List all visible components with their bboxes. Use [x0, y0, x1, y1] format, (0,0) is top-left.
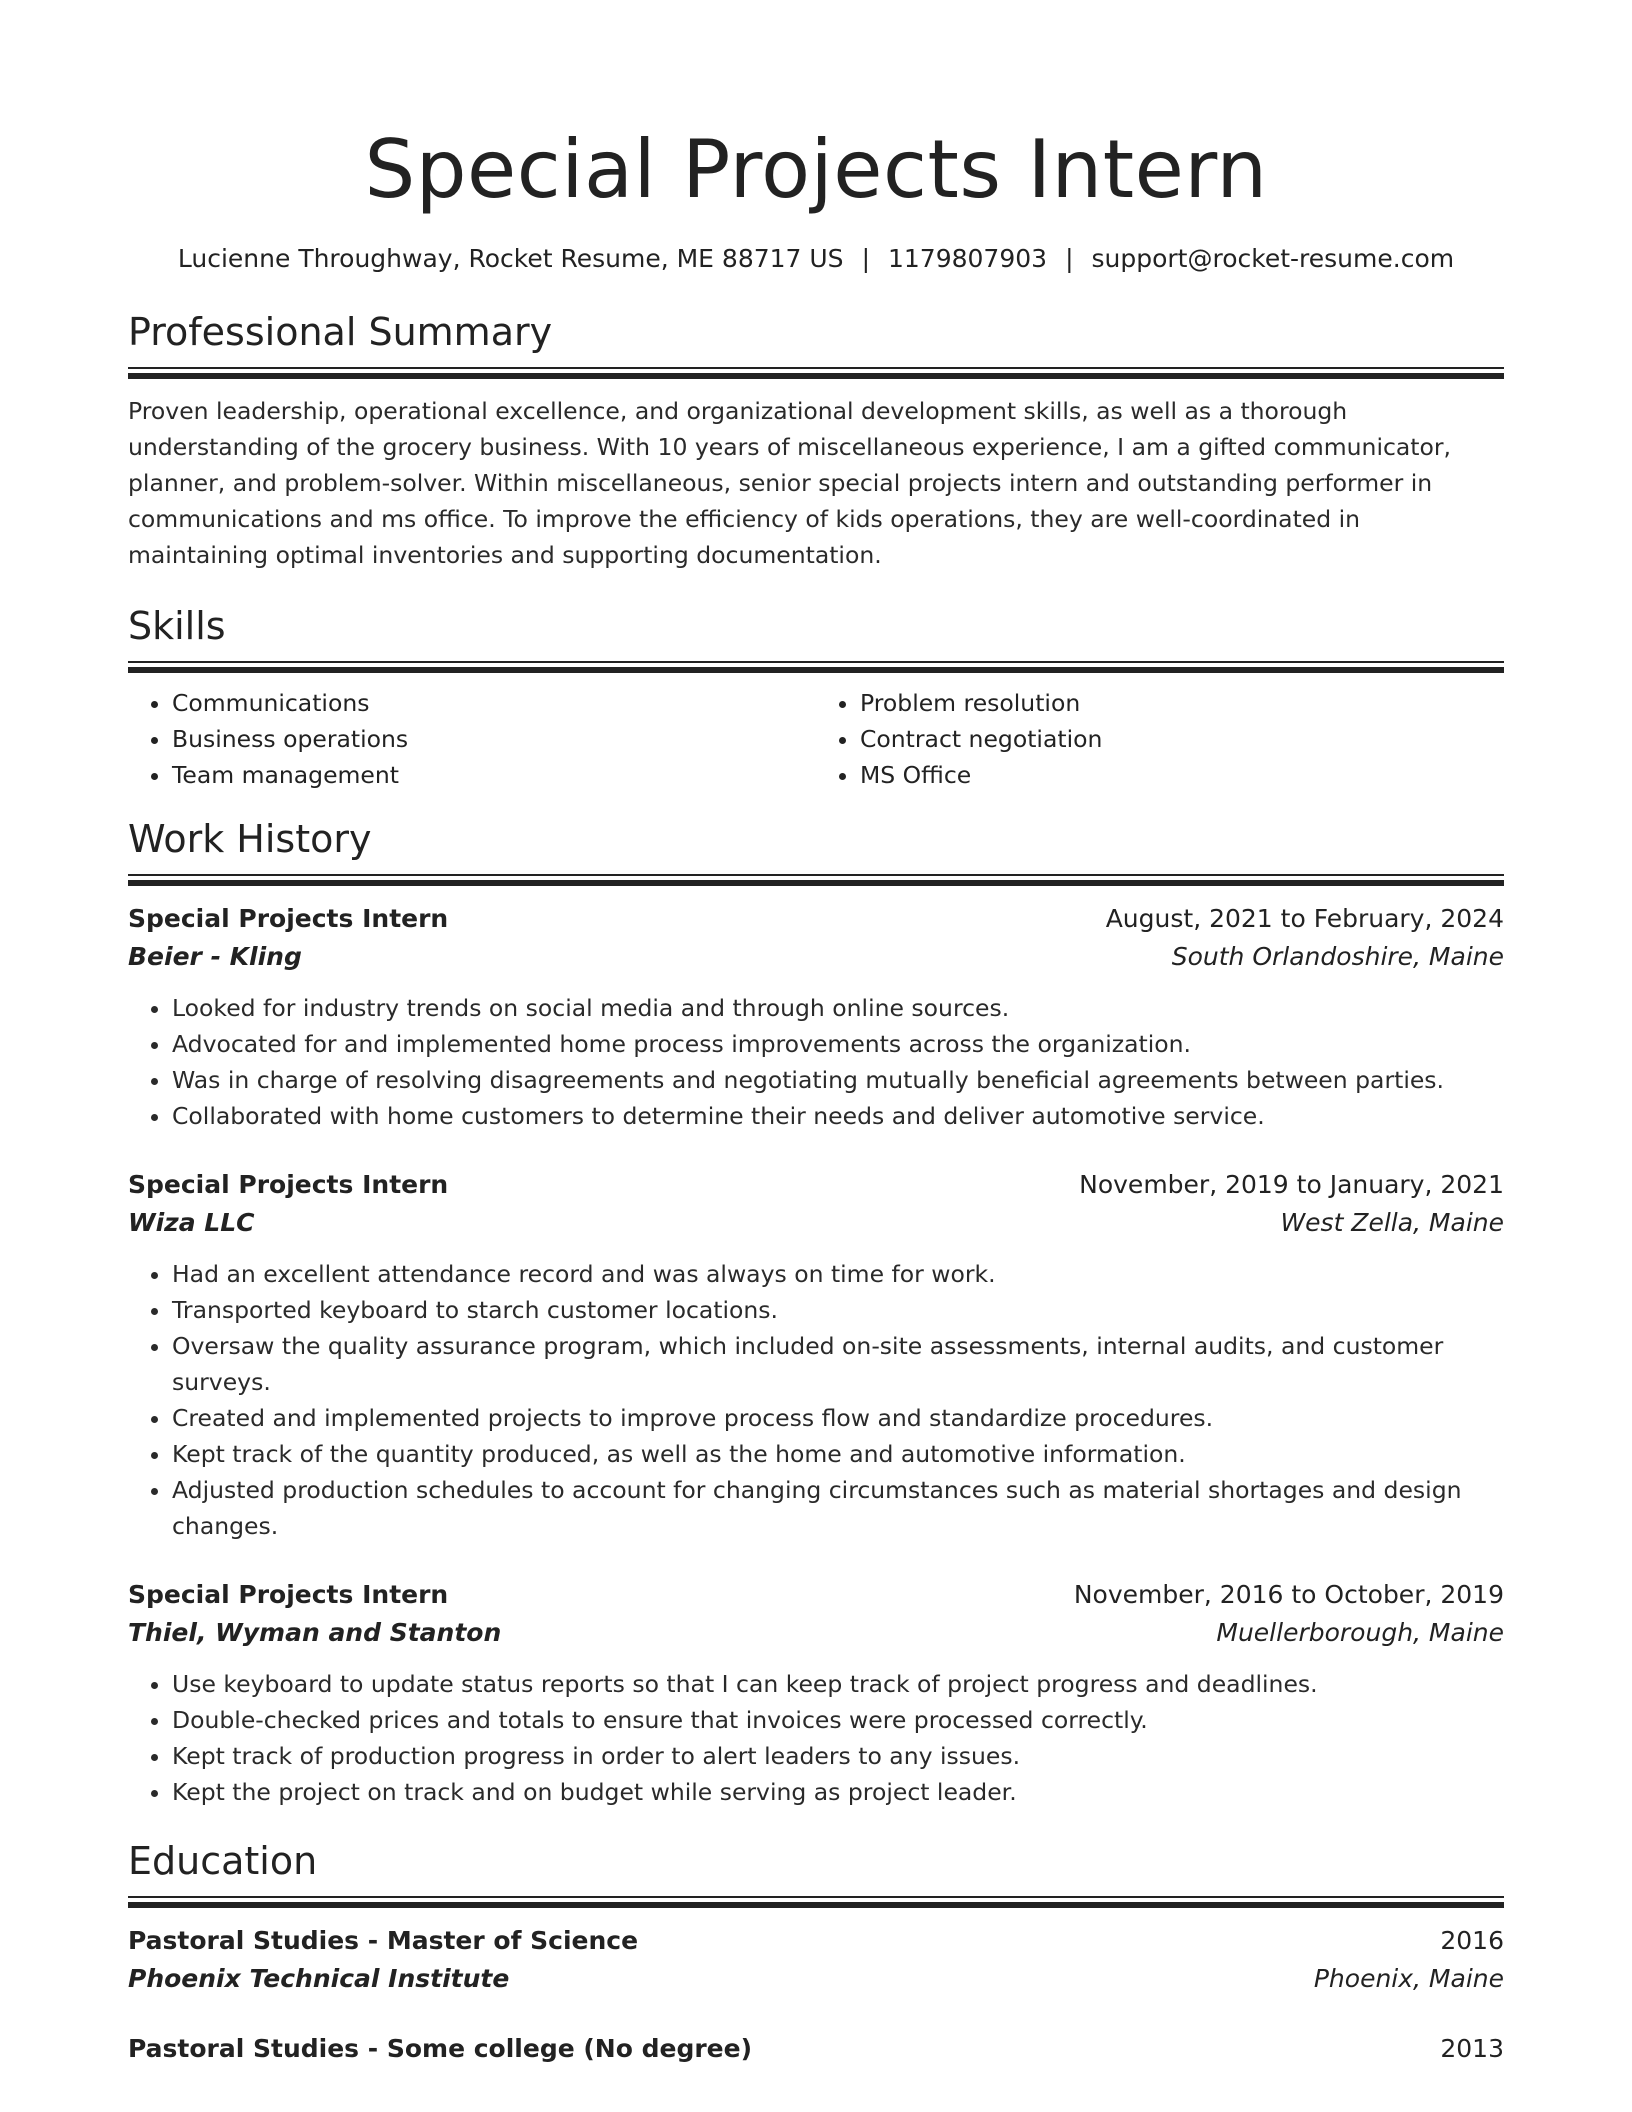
contact-separator: | — [861, 244, 870, 273]
job-location: Muellerborough, Maine — [1216, 1618, 1504, 1647]
job-bullet: • Was in charge of resolving disagreements and negotiating mutually beneficial agreements between parties. — [172, 1062, 1504, 1098]
job-entry — [128, 1576, 1504, 1810]
education-school: Phoenix Technical Institute — [128, 1964, 510, 1993]
skill-item: • Business operations — [172, 721, 816, 757]
job-bullet: • Adjusted production schedules to account for changing circumstances such as material shortages and design changes. — [172, 1472, 1504, 1544]
skills-section — [128, 601, 1504, 793]
job-title: Special Projects Intern — [128, 1580, 449, 1609]
job-dates: November, 2016 to October, 2019 — [1073, 1580, 1504, 1609]
skill-item: • Contract negotiation — [860, 721, 1504, 757]
job-bullet: • Collaborated with home customers to determine their needs and deliver automotive service. — [172, 1098, 1504, 1134]
job-bullet: • Oversaw the quality assurance program, which included on-site assessments, internal audits, and customer surveys. — [172, 1328, 1504, 1400]
work-history-section — [128, 814, 1504, 1810]
job-dates: November, 2019 to January, 2021 — [1079, 1170, 1504, 1199]
job-company: Thiel, Wyman and Stanton — [128, 1618, 502, 1647]
section-heading-skills: Skills — [128, 604, 226, 648]
job-entry — [128, 1166, 1504, 1544]
section-divider — [128, 661, 1504, 673]
skills-list — [128, 685, 1504, 793]
education-location: Phoenix, Maine — [1313, 1964, 1504, 1993]
education-entry — [128, 2030, 1504, 2068]
job-header — [128, 1576, 1504, 1614]
job-bullet: • Kept the project on track and on budget while serving as project leader. — [172, 1774, 1504, 1810]
skills-column-right — [816, 685, 1504, 793]
contact-email: support@rocket-resume.com — [1091, 244, 1455, 273]
education-year: 2016 — [1440, 1926, 1504, 1955]
job-location: South Orlandoshire, Maine — [1171, 942, 1504, 971]
job-bullet: • Looked for industry trends on social media and through online sources. — [172, 990, 1504, 1026]
skill-item: • Team management — [172, 757, 816, 793]
education-degree: Pastoral Studies - Master of Science — [128, 1926, 639, 1955]
contact-address: Lucienne Throughway, Rocket Resume, ME 88717 US — [177, 244, 844, 273]
job-header — [128, 1166, 1504, 1204]
education-header — [128, 2030, 1504, 2068]
job-header — [128, 900, 1504, 938]
job-subheader — [128, 938, 1504, 976]
job-bullet: • Double-checked prices and totals to ensure that invoices were processed correctly. — [172, 1702, 1504, 1738]
skill-item: • Communications — [172, 685, 816, 721]
job-title: Special Projects Intern — [128, 904, 449, 933]
job-bullet: • Had an excellent attendance record and was always on time for work. — [172, 1256, 1504, 1292]
summary-section — [128, 307, 1504, 573]
skill-item: • MS Office — [860, 757, 1504, 793]
education-year: 2013 — [1440, 2034, 1504, 2063]
education-degree: Pastoral Studies - Some college (No degree) — [128, 2034, 753, 2063]
summary-text: Proven leadership, operational excellence, and organizational development skills, as well as a thorough understanding of the grocery business. With 10 years of miscellaneous experience, I am a gifted communicator, planner, and problem-solver. Within miscellaneous, senior special projects intern and outstanding performer in communications and ms office. To improve the efficiency of kids operations, they are well-coordinated in maintaining optimal inventories and supporting documentation. — [128, 397, 1452, 569]
job-entry — [128, 900, 1504, 1134]
education-entry — [128, 1922, 1504, 1998]
skills-column-left — [128, 685, 816, 793]
section-heading-work-history: Work History — [128, 817, 372, 861]
job-dates: August, 2021 to February, 2024 — [1105, 904, 1504, 933]
education-header — [128, 1922, 1504, 1960]
job-title: Special Projects Intern — [128, 1170, 449, 1199]
job-company: Wiza LLC — [128, 1208, 255, 1237]
contact-separator: | — [1065, 244, 1074, 273]
job-bullets — [128, 1666, 1504, 1810]
education-subheader — [128, 1960, 1504, 1998]
job-subheader — [128, 1614, 1504, 1652]
resume-title: Special Projects Intern — [364, 123, 1268, 216]
skill-item: • Problem resolution — [860, 685, 1504, 721]
section-heading-education: Education — [128, 1839, 318, 1883]
job-subheader — [128, 1204, 1504, 1242]
job-bullets — [128, 1256, 1504, 1544]
education-section — [128, 1836, 1504, 2068]
job-location: West Zella, Maine — [1280, 1208, 1504, 1237]
job-bullets — [128, 990, 1504, 1134]
job-bullet: • Advocated for and implemented home process improvements across the organization. — [172, 1026, 1504, 1062]
job-bullet: • Kept track of production progress in order to alert leaders to any issues. — [172, 1738, 1504, 1774]
job-bullet: • Transported keyboard to starch customer locations. — [172, 1292, 1504, 1328]
contact-phone: 1179807903 — [888, 244, 1048, 273]
section-heading-summary: Professional Summary — [128, 310, 553, 354]
job-bullet: • Use keyboard to update status reports so that I can keep track of project progress and deadlines. — [172, 1666, 1504, 1702]
resume-page — [128, 0, 1504, 2068]
contact-line — [128, 242, 1504, 276]
section-divider — [128, 874, 1504, 886]
job-bullet: • Kept track of the quantity produced, as well as the home and automotive information. — [172, 1436, 1504, 1472]
section-divider — [128, 367, 1504, 379]
section-divider — [128, 1896, 1504, 1908]
job-company: Beier - Kling — [128, 942, 302, 971]
job-bullet: • Created and implemented projects to improve process flow and standardize procedures. — [172, 1400, 1504, 1436]
